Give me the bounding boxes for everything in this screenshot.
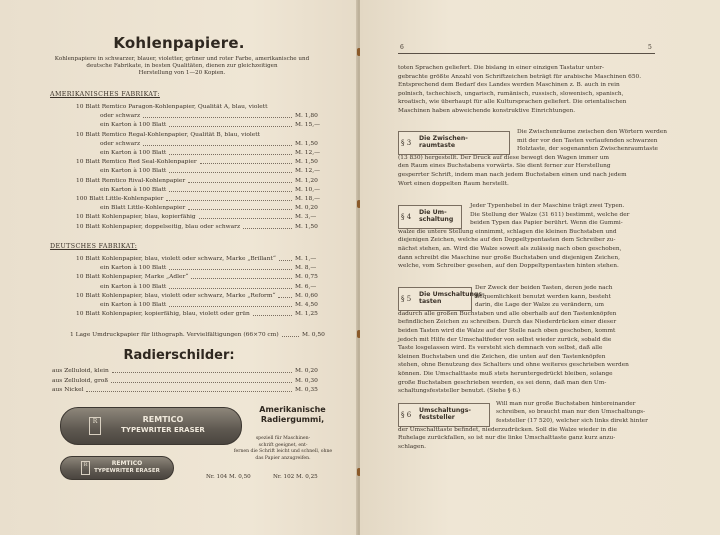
section-box bbox=[398, 403, 490, 427]
body-text-line: den Raum eines Buchstabens vorwärts. Sie dient ferner zur Herstellung bbox=[398, 163, 611, 170]
body-text-line: gesperrter Schrift, indem man nach jedem Buchstaben einen und nach jedem bbox=[398, 172, 627, 178]
price-row bbox=[0, 167, 358, 175]
eraser-description bbox=[228, 436, 338, 462]
price-row-label: ein Karton à 100 Blatt bbox=[100, 186, 167, 193]
leader-dots bbox=[112, 372, 292, 373]
body-text-line: stehen, ohne Benutzung des Schalters und ohne weiteres geschrieben werden bbox=[398, 362, 629, 369]
section-title-line: raumtaste bbox=[419, 142, 456, 150]
leader-dots bbox=[169, 306, 292, 307]
price-value: M. 1,50 bbox=[295, 159, 318, 166]
body-text-line: kleinen Buchstaben und die Zeichen, die unten auf den Tastenknöpfen bbox=[398, 353, 606, 360]
price-row bbox=[0, 283, 358, 291]
eraser-heading-line: Radiergummi, bbox=[260, 415, 325, 424]
price-row-label: 10 Blatt Kohlenpapier, blau, violett oder schwarz, Marke „Reform“ bbox=[76, 292, 276, 299]
eraser-description-line: speziell für Maschinen- bbox=[255, 436, 311, 441]
page-number: 5 bbox=[648, 44, 652, 51]
body-text-line: schreiben, so braucht man nur den Umschaltungs- bbox=[496, 409, 646, 416]
section-box bbox=[398, 287, 485, 311]
price-row-label: ein Karton à 100 Blatt bbox=[100, 302, 167, 308]
intro-line: deutsche Fabrikate, in besten Qualitäten, dienen zur gleichzeitigen bbox=[86, 63, 278, 70]
body-text-line: dadurch alle großen Buchstaben und alle oberhalb auf den Tastenknöpfen bbox=[398, 310, 617, 317]
eraser-description-line: schrift geeignet, ent- bbox=[258, 442, 308, 448]
section-number: § 6 bbox=[401, 410, 412, 419]
intro-text bbox=[40, 56, 324, 78]
remtico-logo-icon: R bbox=[81, 461, 90, 475]
section-title bbox=[419, 135, 468, 150]
body-text-line: gebrachte größte Anzahl von Schriftzeichen beträgt für arabische Maschinen 650. bbox=[398, 73, 642, 80]
price-value: M. 0,20 bbox=[295, 205, 318, 212]
price-value: M. 1,— bbox=[295, 256, 317, 262]
price-row bbox=[0, 103, 358, 111]
page-title: Kohlenpapiere. bbox=[113, 34, 245, 52]
body-text-line: befindlichen Zeichen zu schreiben. Durch das Niederdrücken einer dieser bbox=[398, 319, 617, 326]
body-text-line: nächst stehen, an. Wird die Walze soweit als zulässig nach oben geschoben, bbox=[398, 246, 622, 252]
price-value: M. 12,— bbox=[295, 168, 321, 175]
leader-dots bbox=[169, 154, 292, 155]
price-value: M. 0,75 bbox=[295, 274, 318, 281]
body-text-line: Will man nur große Buchstaben hintereinander bbox=[496, 400, 636, 407]
leader-dots bbox=[169, 172, 292, 173]
body-text-line: schaltungsfeststeller benutzt. (Siehe § 6.) bbox=[398, 388, 521, 395]
price-row bbox=[0, 112, 358, 120]
leader-dots bbox=[169, 126, 292, 127]
section-title-line: schaltung bbox=[419, 216, 454, 224]
body-text-line: Der Zweck der beiden Tasten, deren jede nach bbox=[475, 285, 613, 291]
price-row bbox=[0, 140, 358, 148]
eraser-heading-line: Amerikanische bbox=[259, 405, 326, 414]
price-value: M. 1,25 bbox=[295, 311, 318, 318]
leader-dots bbox=[200, 163, 292, 164]
body-text-line: feststeller (17 520), welcher sich links direkt hinter bbox=[496, 418, 648, 424]
price-value: M. 0,30 bbox=[295, 377, 318, 384]
price-row-label: 10 Blatt Kohlenpapier, kopierfähig, blau, violett oder grün bbox=[76, 311, 250, 318]
leader-dots bbox=[191, 278, 292, 279]
price-value: M. 1,50 bbox=[295, 140, 318, 147]
price-value: M. 15,— bbox=[295, 122, 321, 129]
price-row bbox=[0, 273, 358, 281]
price-row-label: ein Karton à 100 Blatt bbox=[100, 265, 167, 272]
leader-dots bbox=[143, 117, 292, 118]
leader-dots bbox=[169, 269, 292, 270]
price-row bbox=[0, 121, 358, 129]
body-text-line: walze die untere Stellung einnimmt, schlagen die kleinen Buchstaben und bbox=[398, 228, 617, 235]
section-title bbox=[419, 209, 453, 224]
price-row bbox=[0, 377, 358, 385]
section-box bbox=[398, 131, 510, 155]
section-number: § 4 bbox=[401, 213, 412, 221]
price-row bbox=[0, 158, 358, 166]
price-value: M. 0,20 bbox=[295, 368, 318, 374]
body-text-line: (13 830) hergestellt. Der Druck auf diese bewegt den Wagen immer um bbox=[398, 154, 609, 161]
body-text-line: polnisch, tschechisch, ungarisch, rumänisch, russisch, slowenisch, spanisch, bbox=[398, 90, 624, 97]
leader-dots bbox=[86, 391, 292, 392]
price-row-label: 100 Blatt Little-Kohlenpapier bbox=[76, 196, 164, 202]
leader-dots bbox=[188, 209, 292, 210]
product-number-104: Nr. 104 M. 0,50 bbox=[206, 474, 251, 480]
body-text-line: Entsprechend dem Bedarf des Landes werden Maschinen z. B. auch in rein bbox=[398, 82, 620, 89]
intro-line: Herstellung von 1—20 Kopien. bbox=[138, 70, 226, 77]
page-header-left: 6 bbox=[400, 44, 404, 51]
price-row-label: aus Nickel bbox=[52, 387, 84, 394]
body-text-line: der Umschalttaste befindet, niederzudrücken. Soll die Walze wieder in die bbox=[398, 426, 617, 433]
body-text-line: beiden Tasten wird die Walze auf der Stelle nach oben geschoben, kommt bbox=[398, 328, 616, 334]
price-row-label: 10 Blatt Kohlenpapier, Marke „Adler“ bbox=[76, 274, 189, 281]
price-value: M. 0,60 bbox=[295, 292, 318, 299]
eraser-brand: REMTICO bbox=[142, 415, 184, 424]
leader-dots bbox=[169, 191, 292, 192]
price-row bbox=[0, 310, 358, 318]
price-row-label: aus Zelluloid, groß bbox=[52, 377, 109, 384]
body-text-line: Die Zwischenräume zwischen den Wörtern werden bbox=[517, 129, 667, 135]
section-title-line: Umschaltungs- bbox=[419, 406, 471, 414]
price-row-label: 10 Blatt Remtico Red Seal-Kohlenpapier bbox=[76, 159, 197, 166]
price-value: M. 1,80 bbox=[295, 113, 318, 120]
price-row-label: oder schwarz bbox=[100, 140, 141, 147]
price-row bbox=[0, 255, 358, 263]
price-row-label: 10 Blatt Kohlenpapier, blau, kopierfähig bbox=[76, 214, 196, 221]
leader-dots bbox=[199, 218, 292, 219]
eraser-label: TYPEWRITER ERASER bbox=[94, 468, 160, 474]
body-text-line: Die Stellung der Walze (31 611) bestimmt, welche der bbox=[470, 211, 630, 218]
section-title-radierschilder: Radierschilder: bbox=[123, 348, 235, 363]
section-heading-german: DEUTSCHES FABRIKAT: bbox=[50, 243, 138, 250]
price-row-label: 1 Lage Umdruckpapier für lithograph. Vervielfältigungen (66×70 cm) bbox=[70, 332, 279, 338]
leader-dots bbox=[278, 297, 292, 298]
leader-dots bbox=[111, 382, 292, 383]
body-text-line: schlagen. bbox=[398, 443, 426, 450]
body-text-line: Bequemlichkeit benutzt werden kann, besteht bbox=[475, 293, 611, 300]
price-row bbox=[0, 149, 358, 157]
body-text-line: dann schreibt die Maschine nur große Buchstaben und diejenigen Zeichen, bbox=[398, 254, 620, 261]
price-row bbox=[0, 131, 358, 139]
price-value: M. 4,50 bbox=[295, 302, 318, 308]
body-text-line: Wort einen doppelten Raum herstellt. bbox=[398, 180, 509, 187]
price-row-label: 10 Blatt Remtico Paragon-Kohlenpapier, Qualität A, blau, violett bbox=[76, 104, 268, 110]
leader-dots bbox=[253, 315, 292, 316]
body-text-line: große Buchstaben geschrieben werden, es sei denn, daß man den Um- bbox=[398, 379, 607, 386]
body-text-line: kroatisch, wie überhaupt für alle Kultursprachen geliefert. Die orientalischen bbox=[398, 99, 627, 106]
eraser-label: TYPEWRITER ERASER bbox=[121, 426, 205, 434]
price-row-label: ein Karton à 100 Blatt bbox=[100, 122, 167, 129]
header-rule bbox=[398, 53, 655, 54]
price-value: M. 0,35 bbox=[295, 387, 318, 394]
price-value: M. 6,— bbox=[295, 283, 317, 290]
section-number: § 5 bbox=[401, 295, 412, 303]
leader-dots bbox=[282, 336, 299, 337]
price-row-label: 10 Blatt Kohlenpapier, doppelseitig, blau oder schwarz bbox=[76, 223, 241, 230]
section-title-line: Die Um- bbox=[419, 209, 447, 216]
remtico-logo-icon: R bbox=[89, 417, 101, 435]
price-row bbox=[0, 264, 358, 272]
price-row-label: ein Karton à 100 Blatt bbox=[100, 283, 167, 290]
body-text-line: mit der vor den Tasten verlaufenden schwarzen bbox=[517, 137, 658, 144]
price-row bbox=[0, 386, 358, 394]
leader-dots bbox=[169, 288, 292, 289]
body-text-line: beiden Typen das Papier berührt. Wenn die Gummi- bbox=[470, 220, 623, 227]
eraser-heading bbox=[245, 405, 340, 425]
price-row-label: ein Karton à 100 Blatt bbox=[100, 150, 167, 156]
price-value: M. 1,20 bbox=[295, 177, 318, 184]
leader-dots bbox=[188, 182, 292, 183]
section-number: § 3 bbox=[401, 139, 412, 147]
price-row bbox=[0, 331, 358, 339]
price-row-label: oder schwarz bbox=[100, 113, 141, 120]
section-title-line: Die Umschaltungs- bbox=[419, 291, 485, 298]
section-heading-american: AMERIKANISCHES FABRIKAT: bbox=[50, 91, 160, 98]
section-title-line: Die Zwischen- bbox=[419, 135, 468, 142]
product-number-102: Nr. 102 M. 0,25 bbox=[273, 474, 318, 480]
body-text-line: Ruhelage zurückfallen, so ist nur die linke Umschalttaste ganz kurz anzu- bbox=[398, 435, 616, 442]
price-row bbox=[0, 301, 358, 309]
price-row-label: aus Zelluloid, klein bbox=[52, 368, 109, 374]
price-value: M. 0,50 bbox=[302, 332, 325, 338]
price-row bbox=[0, 177, 358, 185]
leader-dots bbox=[143, 145, 292, 146]
price-row-label: 10 Blatt Remtico Rival-Kohlenpapier bbox=[76, 177, 186, 184]
leader-dots bbox=[243, 228, 292, 229]
price-value: M. 12,— bbox=[295, 150, 321, 156]
body-text-line: diejenigen Zeichen, welche auf den Doppeltypentasten dem Schreiber zu- bbox=[398, 237, 616, 244]
body-text-line: toten Sprachen geliefert. Die bislang in einer einzigen Tastatur unter- bbox=[398, 65, 605, 71]
intro-line: Kohlenpapiere in schwarzer, blauer, violetter, grüner und roter Farbe, amerikanische und bbox=[54, 56, 310, 62]
leader-dots bbox=[166, 200, 292, 201]
price-value: M. 18,— bbox=[295, 196, 321, 202]
eraser-description-line: das Papier anzugreifen. bbox=[255, 455, 311, 461]
section-title bbox=[419, 407, 471, 422]
price-value: M. 10,— bbox=[295, 186, 321, 193]
price-row bbox=[0, 195, 358, 203]
price-row bbox=[0, 213, 358, 221]
price-row bbox=[0, 292, 358, 300]
body-text-line: Jeder Typenhebel in der Maschine trägt zwei Typen. bbox=[470, 203, 625, 209]
price-row-label: ein Blatt Little-Kohlenpapier bbox=[100, 205, 186, 212]
eraser-image-small bbox=[60, 456, 174, 480]
price-value: M. 1,50 bbox=[295, 223, 318, 230]
eraser-image-large bbox=[60, 407, 242, 445]
price-row-label: ein Karton à 100 Blatt bbox=[100, 168, 167, 175]
eraser-description-line: fernen die Schrift leicht und schnell, ohne bbox=[233, 449, 333, 454]
section-title-line: tasten bbox=[419, 298, 442, 306]
eraser-brand: REMTICO bbox=[111, 460, 143, 467]
body-text-line: Holztaste, der sogenannten Zwischenraumtaste bbox=[517, 146, 658, 153]
body-text-line: darin, die Lage der Walze zu verändern, um bbox=[475, 302, 605, 309]
section-title-line: feststeller bbox=[419, 414, 455, 422]
price-value: M. 3,— bbox=[295, 214, 317, 221]
body-text-line: Maschinen haben abweichende konstruktive Einrichtungen. bbox=[398, 108, 576, 114]
price-value: M. 8,— bbox=[295, 265, 317, 272]
body-text-line: welche, vom Schreiber gesehen, auf den Doppeltypentasten hinten stehen. bbox=[398, 263, 619, 270]
price-row bbox=[0, 204, 358, 212]
price-row bbox=[0, 186, 358, 194]
leader-dots bbox=[279, 260, 292, 261]
body-text-line: können. Die Umschalttaste muß stets heruntergedrückt bleiben, solange bbox=[398, 371, 613, 377]
price-row bbox=[0, 223, 358, 231]
body-text-line: Taste losgelassen wird. Es versteht sich demnach von selbst, daß alle bbox=[398, 345, 603, 352]
section-box bbox=[398, 205, 462, 229]
price-row-label: 10 Blatt Kohlenpapier, blau, violett oder schwarz, Marke „Brillant“ bbox=[76, 256, 276, 262]
body-text-line: jedoch mit Hilfe der Umschaltfeder von selbst wieder zurück, sobald die bbox=[398, 336, 612, 343]
price-row-label: 10 Blatt Remtico Regal-Kohlenpapier, Qualität B, blau, violett bbox=[76, 131, 261, 138]
price-row bbox=[0, 367, 358, 375]
